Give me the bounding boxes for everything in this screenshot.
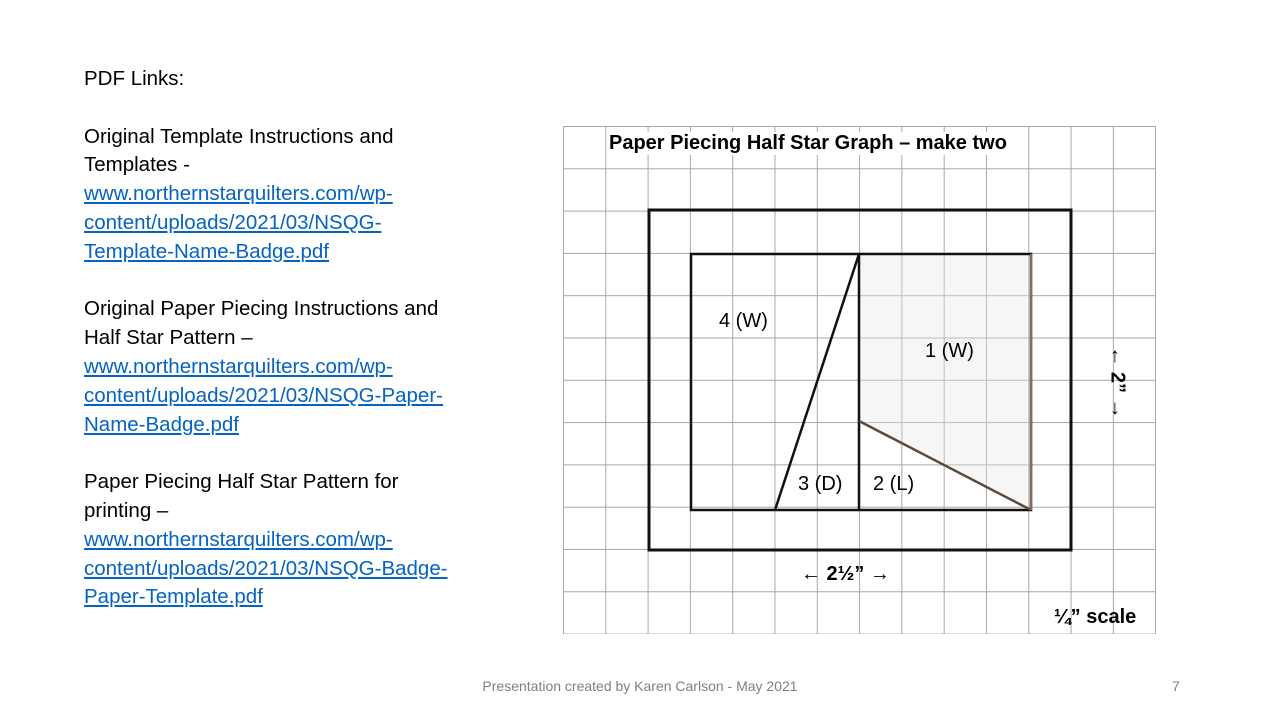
page-number: 7 (1172, 678, 1180, 694)
diagonal-left (775, 254, 859, 510)
link-template-pdf[interactable]: www.northernstarquilters.com/wp-content/uploads/2021/03/NSQG-Template-Name-Badge.pdf (84, 182, 393, 263)
pdf-links-panel (84, 65, 454, 612)
light-shading (859, 254, 1031, 510)
link-description-printing: Paper Piecing Half Star Pattern for printing – (84, 470, 399, 522)
presentation-credit: Presentation created by Karen Carlson - May 2021 (482, 678, 798, 694)
section-label-2: 2 (L) (873, 473, 915, 495)
pdf-links-heading: PDF Links: (84, 67, 185, 90)
height-dimension: ← 2” → (1106, 346, 1129, 419)
graph-drawing (563, 126, 1155, 634)
half-star-graph (563, 126, 1156, 634)
graph-title: Paper Piecing Half Star Graph – make two (609, 132, 1007, 154)
link-paper-pdf[interactable]: www.northernstarquilters.com/wp-content/uploads/2021/03/NSQG-Paper-Name-Badge.pdf (84, 354, 443, 436)
scale-label: ¼” scale (1054, 606, 1137, 628)
link-description-template: Original Template Instructions and Templates - (84, 124, 394, 177)
link-description-paper: Original Paper Piecing Instructions and Half Star Pattern – (84, 297, 439, 350)
section-label-3: 3 (D) (798, 473, 843, 495)
width-dimension: ← 2½” → (801, 563, 890, 585)
link-printing-pdf[interactable]: www.northernstarquilters.com/wp-content/uploads/2021/03/NSQG-Badge-Paper-Template.pdf (84, 527, 448, 609)
section-label-4: 4 (W) (719, 310, 768, 332)
section-label-1: 1 (W) (925, 340, 974, 362)
